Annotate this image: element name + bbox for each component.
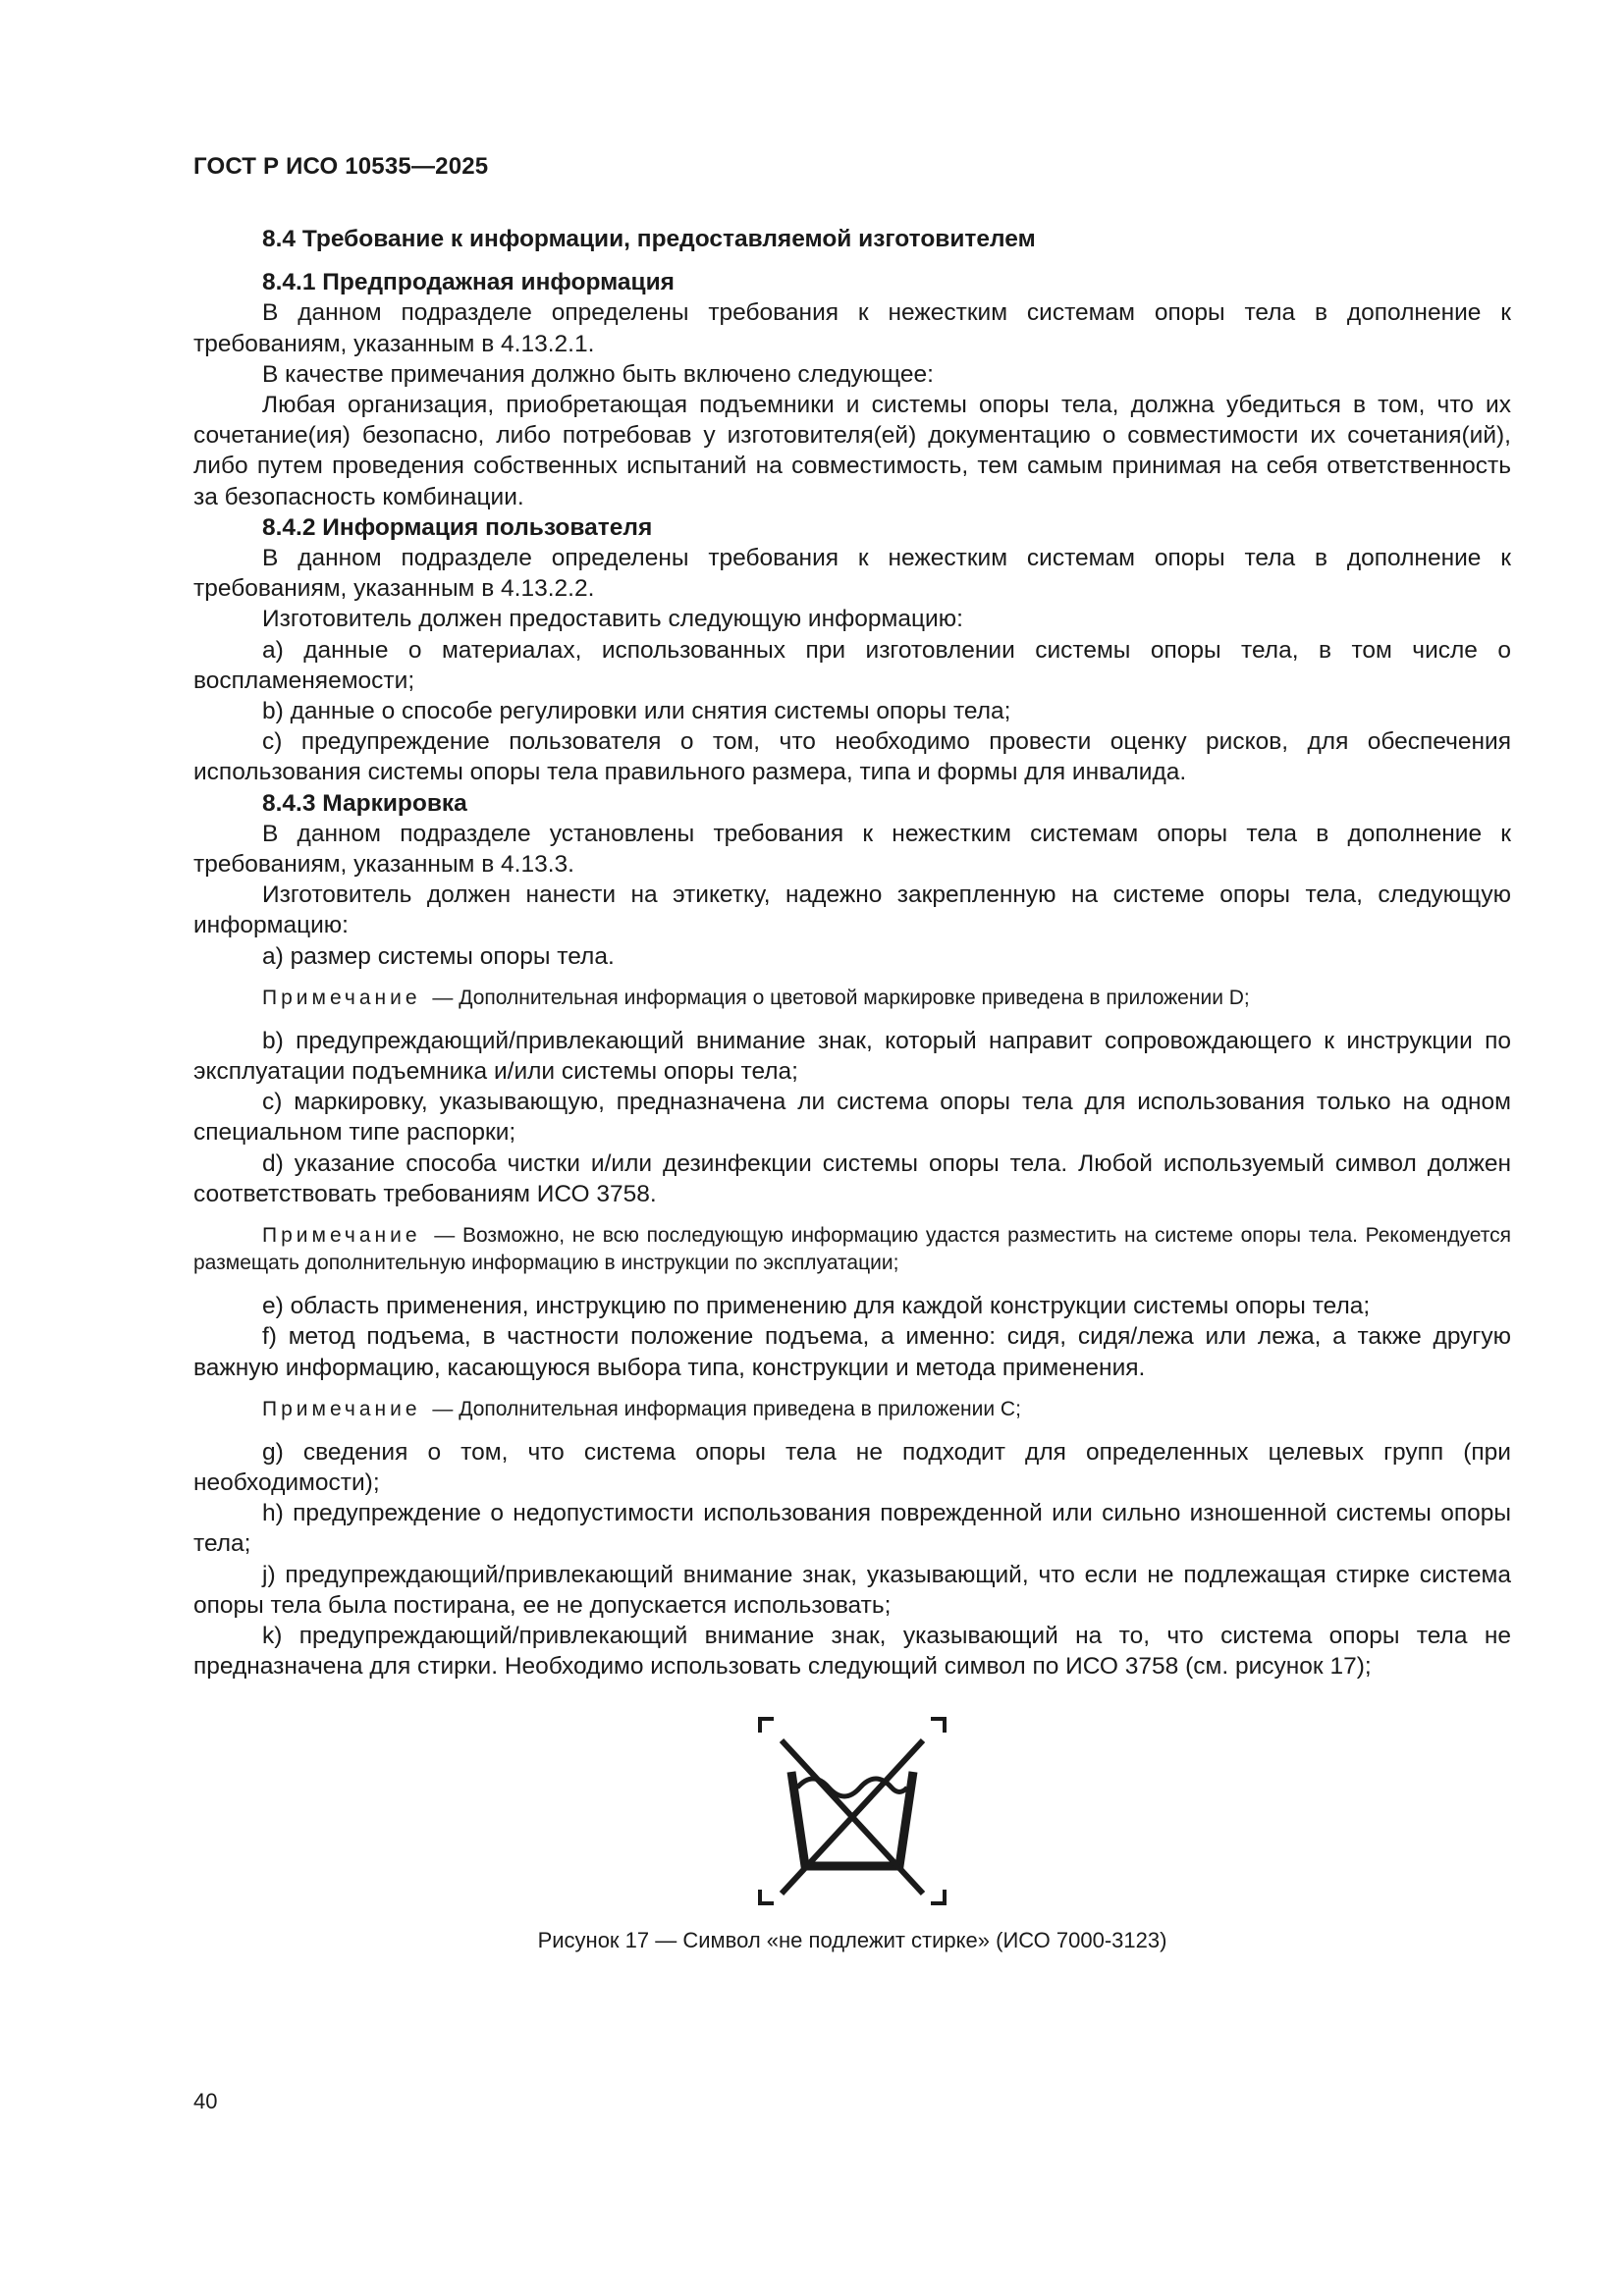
list-item: b) данные о способе регулировки или снятия системы опоры тела; [262, 698, 1011, 725]
list-item: g) сведения о том, что система опоры тела не подходит для определенных целевых групп (при необходимости); [193, 1438, 1511, 1496]
note-text: — Возможно, не всю последующую информацию удастся разместить на системе опоры тела. Рекомендуется размещать дополнительную информацию в инструкции по эксплуатации; [193, 1224, 1511, 1275]
paragraph: В данном подразделе определены требования к нежестким системам опоры тела в дополнение к требованиям, указанным в 4.13.2.1. [193, 299, 1511, 357]
paragraph: В данном подразделе определены требования к нежестким системам опоры тела в дополнение к требованиям, указанным в 4.13.2.2. [193, 545, 1511, 603]
note [193, 1396, 1511, 1423]
subsection-title-8-4-3: 8.4.3 Маркировка [262, 789, 467, 817]
note [193, 985, 1511, 1012]
list-item: d) указание способа чистки и/или дезинфекции системы опоры тела. Любой используемый символ должен соответствовать требованиям ИСО 3758. [193, 1149, 1511, 1207]
section-title-8-4: 8.4 Требование к информации, предоставляемой изготовителем [262, 226, 1036, 252]
note-label: Примечание [262, 1224, 421, 1248]
document-code-header: ГОСТ Р ИСО 10535—2025 [193, 153, 489, 180]
subsection-title-8-4-2: 8.4.2 Информация пользователя [262, 513, 653, 541]
list-item: a) данные о материалах, использованных при изготовлении системы опоры тела, в том числе о воспламеняемости; [193, 636, 1511, 694]
list-item: c) маркировку, указывающую, предназначена ли система опоры тела для использования только на одном специальном типе распорки; [193, 1089, 1511, 1147]
list-item: f) метод подъема, в частности положение подъема, а именно: сидя, сидя/лежа или лежа, а также другую важную информацию, касающуюся выбора типа, конструкции и метода применения. [193, 1323, 1511, 1381]
subsection-title-8-4-1: 8.4.1 Предпродажная информация [262, 269, 675, 296]
page-number: 40 [193, 2089, 218, 2113]
list-item: a) размер системы опоры тела. [262, 942, 615, 970]
paragraph: Изготовитель должен предоставить следующую информацию: [262, 606, 963, 633]
list-item: b) предупреждающий/привлекающий внимание знак, который направит сопровождающего к инструкции по эксплуатации подъемника и/или системы опоры тела; [193, 1027, 1511, 1086]
list-item: h) предупреждение о недопустимости использования поврежденной или сильно изношенной системы опоры тела; [193, 1500, 1511, 1558]
paragraph: Любая организация, приобретающая подъемники и системы опоры тела, должна убедиться в том, что их сочетание(ия) безопасно, либо потребовав у изготовителя(ей) документацию о совместимости их сочетания(ий), либо путем проведения собственных испытаний на совместимость, тем самым принимая на себя ответственность за безопасность комбинации. [193, 392, 1511, 510]
list-item: e) область применения, инструкцию по применению для каждой конструкции системы опоры тела; [262, 1293, 1371, 1320]
note [193, 1222, 1511, 1277]
figure-caption: Рисунок 17 — Символ «не подлежит стирке» (ИСО 7000-3123) [537, 1928, 1167, 1953]
list-item: j) предупреждающий/привлекающий внимание знак, указывающий, что если не подлежащая стирке система опоры тела была постирана, ее не допускается использовать; [193, 1561, 1511, 1619]
note-label: Примечание [262, 1397, 421, 1420]
paragraph: В качестве примечания должно быть включено следующее: [262, 360, 934, 388]
note-text: — Дополнительная информация о цветовой маркировке приведена в приложении D; [432, 986, 1250, 1009]
do-not-wash-icon [754, 1713, 950, 1909]
document-body [193, 224, 1511, 1954]
figure-17 [193, 1713, 1511, 1954]
note-text: — Дополнительная информация приведена в приложении C; [432, 1397, 1021, 1420]
list-item: c) предупреждение пользователя о том, что необходимо провести оценку рисков, для обеспечения использования системы опоры тела правильного размера, типа и формы для инвалида. [193, 728, 1511, 786]
paragraph: В данном подразделе установлены требования к нежестким системам опоры тела в дополнение к требованиям, указанным в 4.13.3. [193, 820, 1511, 879]
list-item: k) предупреждающий/привлекающий внимание знак, указывающий на то, что система опоры тела не предназначена для стирки. Необходимо использовать следующий символ по ИСО 3758 (см. рисунок 17); [193, 1622, 1511, 1681]
paragraph: Изготовитель должен нанести на этикетку, надежно закрепленную на системе опоры тела, следующую информацию: [193, 881, 1511, 939]
note-label: Примечание [262, 986, 421, 1009]
